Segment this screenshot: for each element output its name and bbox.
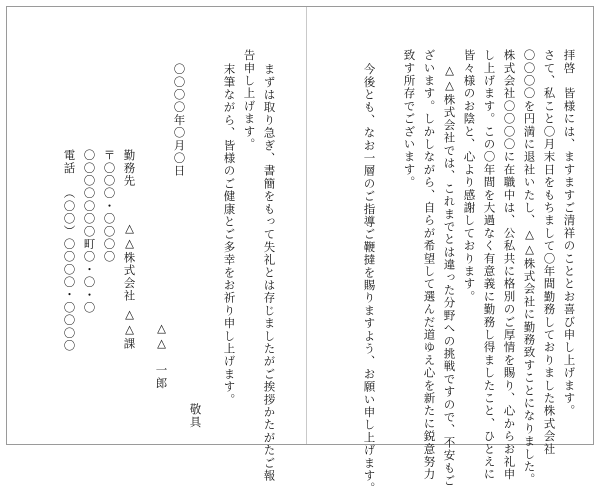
body-line-3: 〇〇〇〇を円満に退社いたし、△△株式会社に勤務致すことになりました。 xyxy=(522,49,537,486)
sender-name: △△ 一郎 xyxy=(154,321,169,390)
body-line-6: 皆々様のお陰と、心より感謝しております。 xyxy=(462,49,477,303)
department-name: △△課 xyxy=(122,307,137,351)
body-line-1: 拝啓 皆様には、ますますご清祥のこととお喜び申し上げます。 xyxy=(562,49,577,418)
phone-number: （〇〇）〇〇〇〇・〇〇〇〇 xyxy=(62,187,77,353)
body-line-8: ざいます。しかしながら、自らが希望して選んだ道ゆえ心を新たに鋭意努力 xyxy=(422,49,437,481)
company-name: △△株式会社 xyxy=(122,221,137,303)
page-fold-line xyxy=(306,7,307,444)
address: 〇〇〇〇〇〇〇町〇・〇・〇 xyxy=(82,149,97,315)
letter-date: 〇〇〇〇年〇月〇日 xyxy=(172,63,187,178)
phone-label: 電話 xyxy=(62,149,77,175)
closing-line-2: 告申し上げます。 xyxy=(242,49,257,151)
keigu-closing: 敬具 xyxy=(188,403,203,429)
letter-sheet xyxy=(6,6,594,495)
body-line-9: 致す所存でございます。 xyxy=(402,49,417,189)
closing-line-1: まずは取り急ぎ、書簡をもって失礼とは存じましたがご挨拶かたがたご報 xyxy=(262,63,277,483)
body-line-4: 株式会社〇〇〇〇に在職中は、公私共に格別のご厚情を賜り、心からお礼申 xyxy=(502,49,517,481)
body-line-7: △△株式会社では、これまでとは違った分野への挑戦ですので、不安もご xyxy=(442,63,457,488)
body-line-5: し上げます。この〇年間を大過なく有意義に勤務し得ましたこと、ひとえに xyxy=(482,49,497,481)
closing-line-3: 末筆ながら、皆様のご健康とご多幸をお祈り申し上げます。 xyxy=(222,63,237,406)
office-label: 勤務先 xyxy=(122,149,137,188)
postal-code: 〒〇〇〇・〇〇〇〇 xyxy=(102,149,117,264)
body-line-2: さて、私こと〇月末日をもちまして〇年間勤務しておりました株式会社 xyxy=(542,49,557,456)
body-line-10: 今後とも、なお一層のご指導ご鞭撻を賜りますよう、お願い申し上げます。 xyxy=(362,63,377,495)
